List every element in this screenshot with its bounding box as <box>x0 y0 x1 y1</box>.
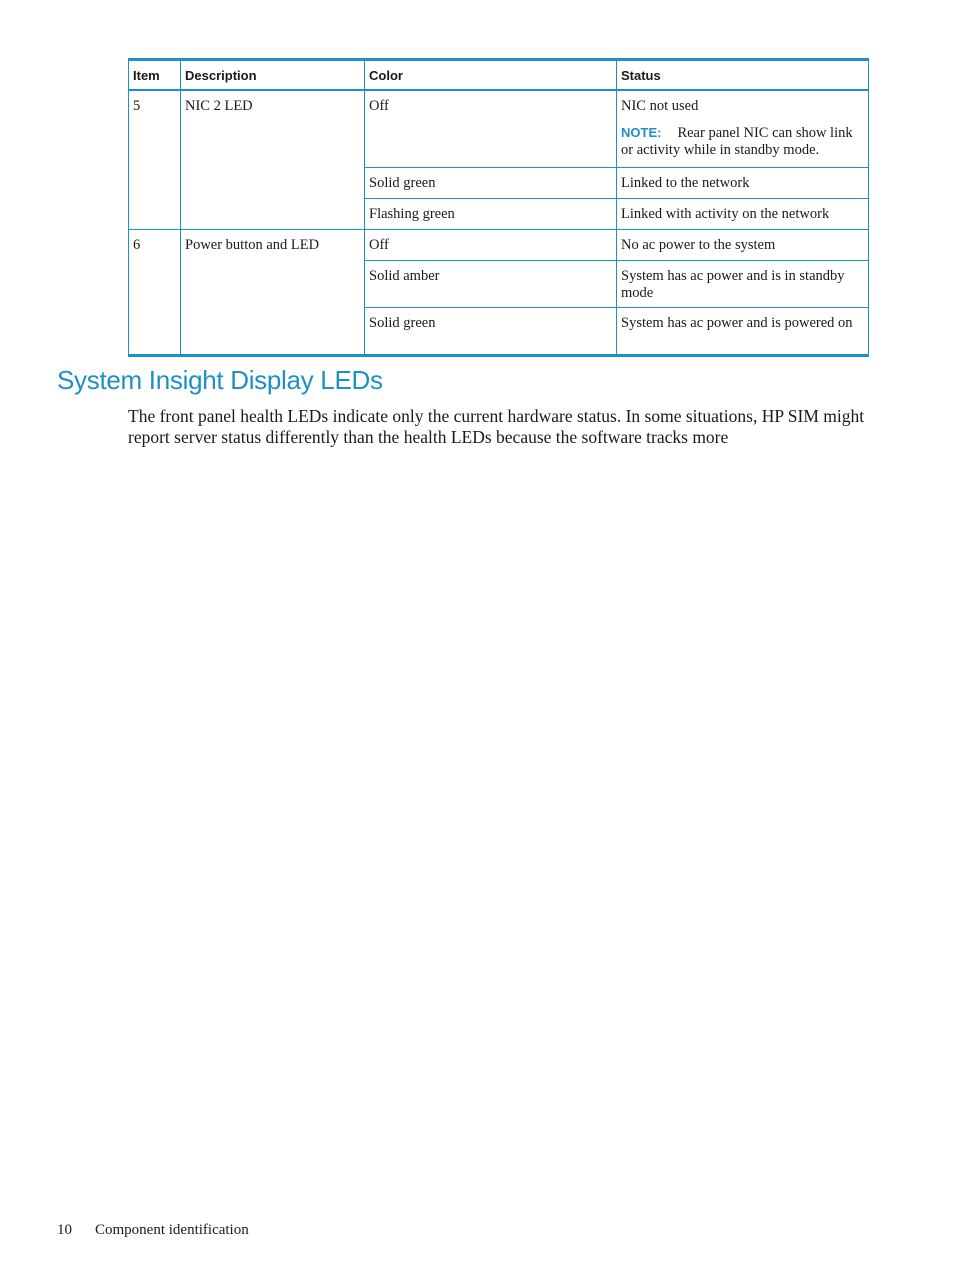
led-status-table <box>128 58 869 357</box>
page-number: 10 <box>57 1222 72 1238</box>
led-status: NIC not used <box>621 98 699 114</box>
table-row <box>129 230 869 261</box>
led-status-cell <box>617 90 869 168</box>
table-row <box>129 90 869 168</box>
note-label: NOTE: <box>621 125 662 140</box>
led-status: Linked to the network <box>617 168 869 199</box>
header-description: Description <box>181 60 365 91</box>
item-description: NIC 2 LED <box>181 90 365 230</box>
section-title: System Insight Display LEDs <box>57 365 383 395</box>
note <box>621 124 864 159</box>
table-header-row <box>129 60 869 91</box>
led-status: System has ac power and is in standby mode <box>617 261 869 308</box>
item-description: Power button and LED <box>181 230 365 356</box>
led-color: Solid green <box>365 168 617 199</box>
section-paragraph: The front panel health LEDs indicate only the current hardware status. In some situations, HP SIM might report server status differently than the health LEDs because the software tracks more <box>128 406 865 447</box>
led-color: Flashing green <box>365 199 617 230</box>
led-color: Off <box>365 90 617 168</box>
item-number: 6 <box>129 230 181 356</box>
header-status: Status <box>617 60 869 91</box>
header-color: Color <box>365 60 617 91</box>
chapter-title: Component identification <box>95 1222 249 1238</box>
led-status: System has ac power and is powered on <box>617 308 869 356</box>
led-status: Linked with activity on the network <box>617 199 869 230</box>
note-text: Rear panel NIC can show link or activity while in standby mode. <box>621 125 853 158</box>
led-color: Solid amber <box>365 261 617 308</box>
led-color: Off <box>365 230 617 261</box>
item-number: 5 <box>129 90 181 230</box>
header-item: Item <box>129 60 181 91</box>
led-status: No ac power to the system <box>617 230 869 261</box>
page-footer <box>57 1222 249 1239</box>
led-color: Solid green <box>365 308 617 356</box>
